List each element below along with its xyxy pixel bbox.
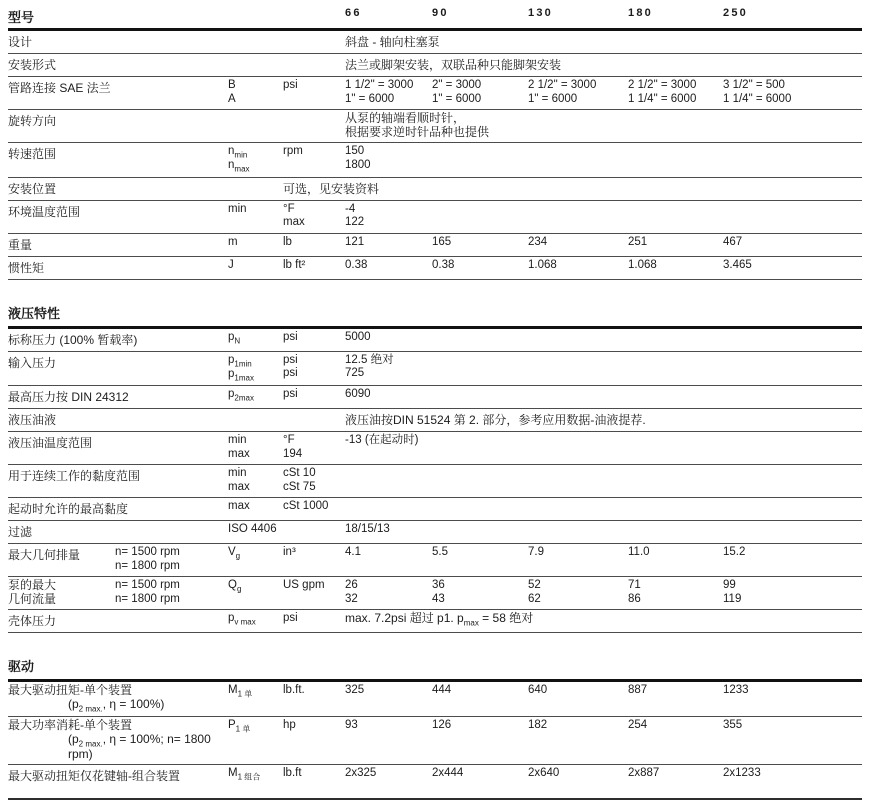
max-pressure-row [8,386,862,409]
value-cell [723,579,862,606]
symbol-base: p [228,330,235,343]
position-row [8,178,862,201]
symbol-max: max [228,447,250,460]
row-label-line1: 最大功率消耗-单个装置 [8,718,132,733]
cell-value: 12.5 绝对 [345,353,394,366]
cell-value: 62 [528,592,541,605]
symbol-sub: N [234,335,241,345]
condition-pre: (p [68,731,79,746]
symbol-sub: 1max [234,373,254,383]
inertia-row [8,257,862,280]
value-cell [345,145,432,172]
symbol-p2max [228,388,283,402]
row-label: 设计 [8,35,33,49]
cell-value: 194 [283,447,303,460]
symbol-max: max [228,500,250,513]
value-cell [528,79,628,106]
cell-value: 15.2 [723,546,746,559]
cell-value: 86 [628,592,641,605]
cell-value: 3 1/2" = 500 [723,79,785,91]
design-row [8,31,862,54]
mounting-row [8,54,862,77]
symbol-min: min [228,467,247,480]
row-label: 过滤 [8,525,33,540]
cell-value: 2x887 [628,767,660,780]
row-label: 惯性矩 [8,260,45,275]
symbol-sub: 1 单 [235,724,251,734]
nominal-pressure-row [8,329,862,352]
symbol-m1-combo [228,767,283,781]
unit-f: °F [283,434,295,447]
unit-cst: cSt 10 [283,467,316,480]
row-label: 安装形式 [8,58,57,72]
ambient-temp-row [8,201,862,234]
row-label: 最大驱动扭矩仅花键轴-组合装置 [8,769,180,784]
unit-in3: in³ [283,546,296,559]
symbol-base: V [228,546,236,559]
cell-value: 99 [723,579,736,592]
cell-value: 355 [723,719,743,732]
symbol-m1-single [228,684,283,698]
rotation-line1: 从泵的轴端看顺时针， [345,111,466,125]
symbol-sub: g [235,551,241,561]
cell-value: 122 [345,216,365,229]
symbol-base: Q [228,579,237,592]
row-label: 最高压力按 DIN 24312 [8,390,129,405]
cell-value: 121 [345,235,365,248]
value-cell [345,579,432,606]
cell-value: 126 [432,719,452,732]
rotation-value [345,112,862,139]
symbol-p1max [228,368,283,382]
row-label-line1: 最大驱动扭矩-单个装置 [8,683,132,698]
unit-cell [283,467,345,494]
value-cell [628,579,723,606]
row-label-line2: 几何流量 [8,591,57,606]
position-value: 可选，见安装资料 [283,181,380,196]
cell-value: 1 1/4" = 6000 [628,92,697,105]
cell-value: 1233 [723,684,749,697]
symbol-base: p [228,388,235,401]
unit-f: °F [283,202,295,215]
cell-value: 1 1/2" = 3000 [345,79,414,91]
symbol-p1-single [228,719,283,733]
symbol-b: B [228,79,236,91]
condition-cell [115,546,228,573]
row-condition [8,733,228,762]
value-pre: max. 7.2psi 超过 p1. p [345,611,464,626]
max-viscosity-row [8,498,862,521]
cell-value: 52 [528,579,541,592]
cell-value: 119 [723,592,742,605]
unit-rpm: rpm [283,145,303,157]
cell-value: 165 [432,235,452,248]
condition-1800: n= 1800 rpm [115,559,180,572]
cell-value: 1.068 [528,258,557,271]
symbol-nmin [228,145,283,159]
drive-torque-combo-row [8,765,862,787]
row-label: 环境温度范围 [8,204,81,219]
symbol-cell [228,203,283,217]
section-title-hydraulic: 液压特性 [8,303,862,329]
condition-post: , η = 100%) [102,696,165,711]
symbol-cell [228,354,283,383]
condition-sub: 2 max. [78,704,103,714]
cell-value: 2x325 [345,767,377,780]
section-title-drive: 驱动 [8,656,862,682]
unit-lbft: lb.ft. [283,684,305,697]
cell-value: 71 [628,579,641,592]
cell-value: -13 (在起动时) [345,434,419,447]
cell-value: 11.0 [628,546,650,559]
symbol-sub: max [234,164,250,174]
condition-cell [115,579,228,606]
flange-row [8,77,862,110]
cell-value: 1" = 6000 [528,92,578,105]
cell-value: 0.38 [432,258,455,271]
cell-value: 18/15/13 [345,523,390,536]
cell-value: 254 [628,719,648,732]
symbol-min: min [228,202,247,215]
cell-value: 3.465 [723,258,752,271]
cell-value: 234 [528,235,548,248]
speed-range-row [8,143,862,178]
filtration-row [8,521,862,544]
cell-value: 2x640 [528,767,560,780]
value-cell [432,79,528,106]
cell-value: 5000 [345,330,371,343]
row-label [8,684,228,713]
case-pressure-value [345,612,862,627]
symbol-sub: min [234,150,248,160]
cell-value: 467 [723,235,743,248]
inlet-pressure-row [8,352,862,387]
displacement-row [8,544,862,577]
unit-psi: psi [283,330,298,343]
case-pressure-row [8,610,862,633]
viscosity-range-row [8,465,862,498]
cell-value: 0.38 [345,258,368,271]
symbol-nmax [228,159,283,173]
cell-value: 36 [432,579,445,592]
symbol-pvmax [228,612,283,626]
rotation-line2: 根据要求逆时针品种也提供 [345,124,490,139]
condition-1500: n= 1500 rpm [115,546,180,559]
cell-value: 325 [345,684,365,697]
condition-1800: n= 1800 rpm [115,592,180,605]
symbol-sub: 2max [234,393,254,403]
column-header-90: 90 [432,7,449,19]
unit-cst: cSt 1000 [283,500,329,513]
symbol-base: M [228,684,238,697]
value-cell [345,79,432,106]
cell-value: 725 [345,367,365,380]
cell-value: 1.068 [628,258,657,271]
row-label [8,719,228,761]
row-label: 标称压力 (100% 暂载率) [8,332,138,347]
cell-value: 1800 [345,158,371,171]
symbol-base: P [228,719,236,732]
cell-value: 150 [345,145,365,157]
cell-value: 2" = 3000 [432,79,482,91]
condition-1500: n= 1500 rpm [115,579,180,592]
unit-cell [283,145,345,159]
row-label: 壳体压力 [8,614,57,629]
symbol-m: m [228,235,238,248]
row-label: 输入压力 [8,355,57,370]
row-label: 转速范围 [8,147,57,161]
symbol-max: max [228,480,250,493]
design-value: 斜盘 - 轴向柱塞泵 [345,35,440,49]
rotation-row [8,110,862,143]
symbol-cell [228,79,283,106]
cell-value: 640 [528,684,548,697]
row-condition [8,698,228,713]
row-label-line1: 泵的最大 [8,578,57,593]
unit-psi: psi [283,388,298,401]
symbol-base: p [228,353,235,366]
unit-lbft2: lb ft² [283,258,306,271]
cell-value: 43 [432,592,445,605]
symbol-vg [228,546,283,560]
cell-value: 26 [345,579,358,592]
cell-value: 5.5 [432,546,448,559]
weight-row [8,234,862,257]
unit-hp: hp [283,719,296,732]
cell-value: 32 [345,592,358,605]
row-label: 安装位置 [8,181,57,196]
symbol-cell [228,145,283,174]
row-label: 液压油温度范围 [8,436,93,451]
value-cell [345,354,432,381]
model-header-row [8,6,862,31]
cell-value: 2x444 [432,767,464,780]
fluid-temp-row [8,432,862,465]
column-header-66: 66 [345,7,362,19]
value-cell [345,203,432,230]
symbol-sub: 1min [234,358,252,368]
cell-value: 93 [345,719,358,732]
row-label: 起动时允许的最高黏度 [8,502,129,517]
cell-value: 887 [628,684,648,697]
mounting-value: 法兰或脚架安装，双联品种只能脚架安装 [345,58,562,72]
row-label: 液压油液 [8,413,57,428]
column-header-250: 250 [723,7,748,19]
value-post: = 58 绝对 [478,611,534,626]
condition-sub: 2 max. [78,738,103,748]
symbol-cell [228,467,283,494]
symbol-base: n [228,159,235,172]
cell-value: 1" = 6000 [432,92,482,105]
condition-post: , η = 100%; n= 1800 rpm) [68,731,211,761]
unit-cst: cSt 75 [283,480,316,493]
cell-value: 1" = 6000 [345,92,395,105]
value-cell [528,579,628,606]
value-cell [432,579,528,606]
unit-psi: psi [283,367,298,380]
symbol-base: p [228,367,235,380]
symbol-sub: 1 单 [237,689,253,699]
drive-power-single-row [8,717,862,765]
symbol-sub: v max [234,617,256,627]
unit-cell [283,354,345,381]
unit-lbft: lb.ft [283,767,302,780]
value-sub: max [463,618,479,628]
unit-psi: psi [283,612,298,625]
symbol-base: p [228,612,235,625]
column-header-180: 180 [628,7,653,19]
unit-usgpm: US gpm [283,579,325,592]
symbol-p1min [228,354,283,368]
cell-value: 6090 [345,388,371,401]
cell-value: -4 [345,202,356,215]
row-label: 旋转方向 [8,114,57,128]
row-label: 用于连续工作的黏度范围 [8,469,141,484]
unit-max: max [283,216,305,229]
row-label: 重量 [8,237,33,252]
column-header-130: 130 [528,7,553,19]
unit-cell [283,203,345,230]
fluid-value: 液压油按DIN 51524 第 2. 部分，参考应用数据-油液提荐. [345,413,646,428]
cell-value: 444 [432,684,452,697]
symbol-min: min [228,434,247,447]
cell-value: 2 1/2" = 3000 [628,79,697,91]
symbol-iso4406: ISO 4406 [228,523,277,536]
cell-value: 182 [528,719,548,732]
flow-row [8,577,862,610]
symbol-pn [228,331,283,345]
symbol-sub: 1 组合 [237,772,261,782]
fluid-row [8,409,862,432]
symbol-sub: g [236,584,242,594]
symbol-cell [228,434,283,461]
condition-pre: (p [68,696,79,711]
value-cell [628,79,723,106]
row-label [8,579,115,606]
cell-value: 7.9 [528,546,544,559]
cell-value: 251 [628,235,648,248]
symbol-qg [228,579,283,593]
cell-value: 1 1/4" = 6000 [723,92,792,105]
row-label: 管路连接 SAE 法兰 [8,81,111,95]
symbol-j: J [228,258,234,271]
value-cell [723,79,862,106]
unit-psi: psi [283,353,298,366]
drive-torque-single-row [8,682,862,717]
unit-psi: psi [283,79,298,91]
cell-value: 4.1 [345,546,361,559]
model-label: 型号 [8,10,35,25]
unit-cell [283,79,345,93]
symbol-a: A [228,92,236,105]
symbol-base: M [228,767,238,780]
row-label: 最大几何排量 [8,548,81,563]
unit-cell [283,434,345,461]
cell-value: 2x1233 [723,767,761,780]
cell-value: 2 1/2" = 3000 [528,79,597,91]
symbol-base: n [228,145,235,157]
unit-lb: lb [283,235,292,248]
